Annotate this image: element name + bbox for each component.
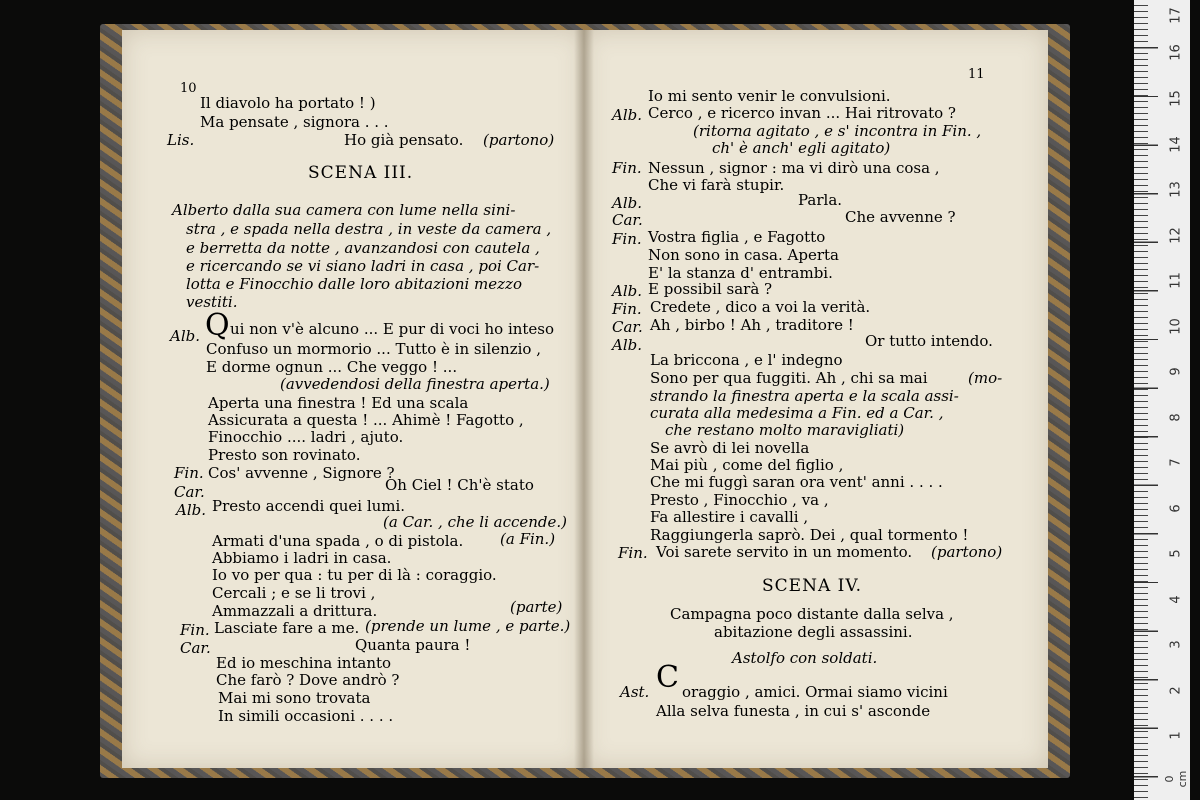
page-number: 10 — [180, 81, 197, 96]
ruler-number: 17 — [1168, 7, 1184, 24]
text-line: Lasciate fare a me. — [214, 619, 360, 637]
speaker-label: Car. — [174, 483, 205, 501]
text-line: Raggiungerla saprò. Dei , qual tormento ! — [650, 526, 969, 544]
stage-direction: e ricercando se vi siano ladri in casa , poi Car- — [186, 257, 540, 275]
ruler-number: 12 — [1168, 227, 1184, 244]
ruler-number: 11 — [1168, 272, 1184, 289]
ruler-major-ticks — [1134, 0, 1158, 800]
speaker-label: Fin. — [174, 464, 204, 482]
ruler-number: 5 — [1168, 549, 1184, 558]
ruler-number: 0 cm — [1163, 770, 1189, 788]
stage-direction: (partono) — [931, 543, 1003, 561]
stage-direction: (ritorna agitato , e s' incontra in Fin. , — [693, 122, 982, 140]
text-line: Presto accendi quei lumi. — [212, 497, 406, 515]
ruler-number: 10 — [1168, 318, 1184, 335]
text-line: Alla selva funesta , in cui s' asconde — [656, 702, 931, 720]
text-line: Cercali ; e se li trovi , — [212, 584, 376, 602]
ruler-number: 13 — [1168, 181, 1184, 198]
text-line: Abbiamo i ladri in casa. — [212, 549, 392, 567]
text-line: Oh Ciel ! Ch'è stato — [385, 476, 534, 494]
speaker-label: Ast. — [620, 683, 650, 701]
stage-direction: (prende un lume , e parte.) — [365, 617, 571, 635]
speaker-label: Fin. — [180, 621, 210, 639]
text-line: Sono per qua fuggiti. Ah , chi sa mai — [650, 369, 928, 387]
ruler-number: 15 — [1168, 90, 1184, 107]
stage-direction: (mo- — [968, 369, 1003, 387]
text-line: Voi sarete servito in un momento. — [656, 543, 913, 561]
ruler-number: 16 — [1168, 44, 1184, 61]
text-line: Cos' avvenne , Signore ? — [208, 464, 395, 482]
text-line: Mai mi sono trovata — [218, 689, 371, 707]
text-line: Ma pensate , signora . . . — [200, 113, 389, 131]
ruler-number: 8 — [1168, 413, 1184, 422]
stage-direction: vestiti. — [186, 293, 238, 311]
text-line: Vostra figlia , e Fagotto — [648, 228, 826, 246]
stage-direction: strando la finestra aperta e la scala assi- — [650, 387, 959, 405]
drop-capital: Q — [205, 308, 230, 343]
stage-direction: lotta e Finocchio dalle loro abitazioni mezzo — [186, 275, 522, 293]
stage-direction: Alberto dalla sua camera con lume nella sini- — [172, 201, 516, 219]
text-line: Se avrò di lei novella — [650, 439, 810, 457]
ruler-number: 9 — [1168, 367, 1184, 376]
speaker-label: Car. — [612, 211, 643, 229]
text-line: Che farò ? Dove andrò ? — [216, 671, 400, 689]
speaker-label: Alb. — [612, 282, 642, 300]
text-line: Quanta paura ! — [355, 636, 471, 654]
text-line: In simili occasioni . . . . — [218, 707, 394, 725]
text-line: oraggio , amici. Ormai siamo vicini — [682, 683, 948, 701]
text-line: Campagna poco distante dalla selva , — [670, 605, 954, 623]
text-line: Io mi sento venir le convulsioni. — [648, 87, 891, 105]
speaker-label: Alb. — [612, 336, 642, 354]
text-line: Parla. — [798, 191, 843, 209]
stage-direction: Astolfo con soldati. — [732, 649, 878, 667]
speaker-label: Alb. — [176, 501, 206, 519]
stage-direction: e berretta da notte , avanzandosi con cautela , — [186, 239, 540, 257]
text-line: Aperta una finestra ! Ed una scala — [208, 394, 469, 412]
speaker-label: Fin. — [612, 159, 642, 177]
text-line: Mai più , come del figlio , — [650, 456, 844, 474]
speaker-label: Car. — [612, 318, 643, 336]
speaker-label: Alb. — [612, 194, 642, 212]
text-line: E possibil sarà ? — [648, 280, 773, 298]
stage-direction: (partono) — [483, 131, 555, 149]
ruler-number: 4 — [1168, 595, 1184, 604]
text-line: Assicurata a questa ! ... Ahimè ! Fagotto , — [208, 411, 524, 429]
text-line: Che mi fuggì saran ora vent' anni . . . . — [650, 473, 943, 491]
text-line: Credete , dico a voi la verità. — [650, 298, 871, 316]
text-line: E dorme ognun ... Che veggo ! ... — [206, 358, 458, 376]
text-line: Fa allestire i cavalli , — [650, 508, 809, 526]
drop-capital: C — [656, 660, 679, 695]
text-line: Finocchio .... ladri , ajuto. — [208, 428, 404, 446]
text-line: Ho già pensato. — [344, 131, 464, 149]
scene-heading: SCENA III. — [308, 163, 414, 183]
text-line: abitazione degli assassini. — [714, 623, 913, 641]
speaker-label: Car. — [180, 639, 211, 657]
text-line: Io vo per qua : tu per di là : coraggio. — [212, 566, 497, 584]
text-line: Presto , Finocchio , va , — [650, 491, 829, 509]
stage-direction: che restano molto maravigliati) — [665, 421, 905, 439]
text-line: La briccona , e l' indegno — [650, 351, 843, 369]
page-number: 11 — [968, 67, 985, 82]
speaker-label: Fin. — [612, 300, 642, 318]
text-line: Nessun , signor : ma vi dirò una cosa , — [648, 159, 940, 177]
ruler-number: 7 — [1168, 458, 1184, 467]
speaker-label: Fin. — [618, 544, 648, 562]
ruler-number: 14 — [1168, 136, 1184, 153]
ruler-number: 1 — [1168, 731, 1184, 740]
stage-direction: (parte) — [510, 598, 563, 616]
ruler-number: 3 — [1168, 640, 1184, 649]
text-line: Or tutto intendo. — [865, 332, 993, 350]
scene-heading: SCENA IV. — [762, 576, 863, 596]
text-line: Ah , birbo ! Ah , traditore ! — [650, 316, 854, 334]
speaker-label: Alb. — [170, 327, 200, 345]
text-line: Il diavolo ha portato ! ) — [200, 94, 376, 112]
stage-direction: (a Car. , che li accende.) — [383, 513, 568, 531]
text-line: Ammazzali a drittura. — [212, 602, 378, 620]
stage-direction: curata alla medesima a Fin. ed a Car. , — [650, 404, 944, 422]
stage-direction: (avvedendosi della finestra aperta.) — [280, 375, 550, 393]
text-line: E' la stanza d' entrambi. — [648, 264, 833, 282]
stage-direction: stra , e spada nella destra , in veste da camera , — [186, 220, 552, 238]
text-line: Presto son rovinato. — [208, 446, 361, 464]
text-line: Armati d'una spada , o di pistola. — [212, 532, 464, 550]
speaker-label: Alb. — [612, 106, 642, 124]
speaker-label: Lis. — [167, 131, 195, 149]
text-line: ui non v'è alcuno ... E pur di voci ho inteso — [230, 320, 555, 338]
text-line: Cerco , e ricerco invan ... Hai ritrovato ? — [648, 104, 956, 122]
stage-direction: ch' è anch' egli agitato) — [712, 139, 891, 157]
speaker-label: Fin. — [612, 230, 642, 248]
ruler-number: 2 — [1168, 686, 1184, 695]
text-line: Confuso un mormorio ... Tutto è in silenzio , — [206, 340, 541, 358]
text-line: Che avvenne ? — [845, 208, 956, 226]
ruler-number: 6 — [1168, 504, 1184, 513]
stage-direction: (a Fin.) — [500, 530, 556, 548]
measuring-ruler — [1134, 0, 1190, 800]
text-line: Ed io meschina intanto — [216, 654, 392, 672]
text-line: Non sono in casa. Aperta — [648, 246, 839, 264]
text-line: Che vi farà stupir. — [648, 176, 785, 194]
